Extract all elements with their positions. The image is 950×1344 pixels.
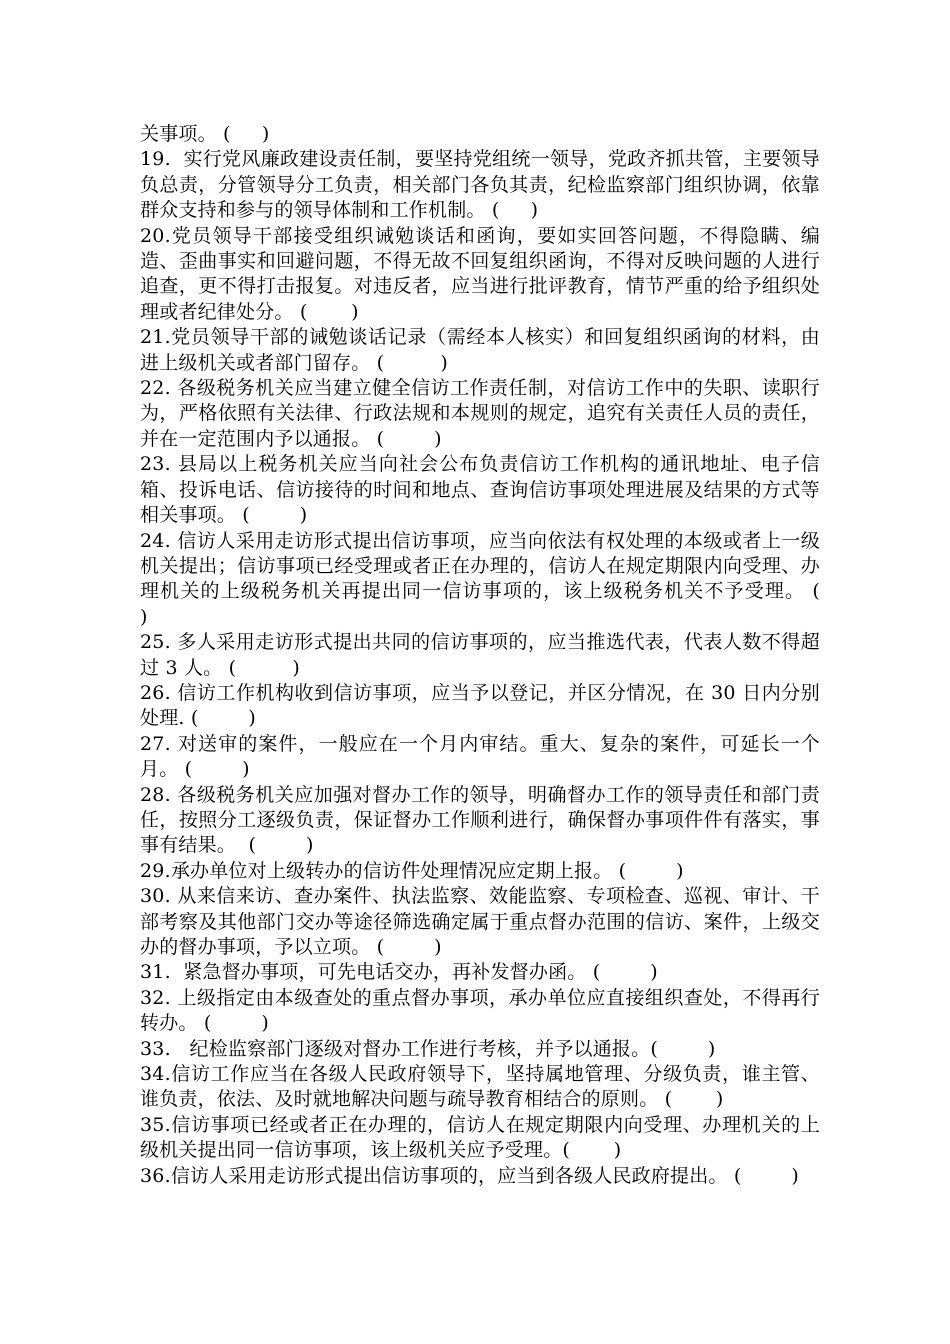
question-32: 32. 上级指定由本级查处的重点督办事项，承办单位应直接组织查处，不得再行转办。 ( ) [140,986,820,1035]
question-27: 27. 对送审的案件，一般应在一个月内审结。重大、复杂的案件，可延长一个月。 ( ) [140,732,820,781]
question-30: 30. 从来信来访、查办案件、执法监察、效能监察、专项检查、巡视、审计、干部考察及其他部门交办等途径筛选确定属于重点督办范围的信访、案件，上级交办的督办事项，予以立项。 ( ) [140,885,820,958]
paragraph-continuation: 关事项。 ( ) [140,123,270,145]
question-19: 19. 实行党风廉政建设责任制，要坚持党组统一领导，党政齐抓共管，主要领导负总责，分管领导分工负责，相关部门各负其责，纪检监察部门组织协调，依靠群众支持和参与的领导体制和工作机制。 ( ) [140,148,820,222]
question-25: 25. 多人采用走访形式提出共同的信访事项的，应当推选代表，代表人数不得超过 3 人。 ( ) [140,631,820,679]
question-24: 24. 信访人采用走访形式提出信访事项，应当向依法有权处理的本级或者上一级机关提出；信访事项已经受理或者正在办理的，信访人在规定期限内向受理、办理机关的上级税务机关再提出同一信访事项的，该上级税务机关不予受理。 ( ) [140,529,877,628]
question-26: 26. 信访工作机构收到信访事项，应当予以登记，并区分情况，在 30 日内分别处理. ( ) [140,681,820,730]
question-21: 21.党员领导干部的诫勉谈话记录（需经本人核实）和回复组织函询的材料，由进上级机关或者部门留存。 ( ) [140,326,820,374]
question-29: 29.承办单位对上级转办的信访件处理情况应定期上报。 ( ) [140,859,684,882]
question-22: 22. 各级税务机关应当建立健全信访工作责任制，对信访工作中的失职、读职行为，严格依照有关法律、行政法规和本规则的规定，追究有关责任人员的责任，并在一定范围内予以通报。 ( ) [140,377,820,450]
question-31: 31. 紧急督办事项，可先电话交办，再补发督办函。 ( ) [140,961,658,984]
question-35: 35.信访事项已经或者正在办理的，信访人在规定期限内向受理、办理机关的上级机关提出同一信访事项，该上级机关应予受理。( ) [140,1113,820,1162]
document-body [140,122,877,1189]
question-20: 20.党员领导干部接受组织诫勉谈话和函询，要如实回答问题，不得隐瞒、编造、歪曲事实和回避问题，不得无故不回复组织函询，不得对反映问题的人进行追查，更不得打击报复。对违反者，应当进行批评教育，情节严重的给予组织处理或者纪律处分。 ( ) [140,224,820,323]
question-28: 28. 各级税务机关应加强对督办工作的领导，明确督办工作的领导责任和部门责任，按照分工逐级负责，保证督办工作顺利进行，确保督办事项件件有落实，事事有结果。 ( ) [140,783,820,857]
question-36: 36.信访人采用走访形式提出信访事项的，应当到各级人民政府提出。 ( ) [140,1164,799,1187]
question-33: 33. 纪检监察部门逐级对督办工作进行考核，并予以通报。( ) [140,1037,716,1060]
question-34: 34.信访工作应当在各级人民政府领导下，坚持属地管理、分级负责，谁主管、谁负责，依法、及时就地解决问题与疏导教育相结合的原则。 ( ) [140,1063,820,1111]
question-23: 23. 县局以上税务机关应当向社会公布负责信访工作机构的通讯地址、电子信箱、投诉电话、信访接待的时间和地点、查询信访事项处理进展及结果的方式等相关事项。 ( ) [140,453,820,527]
